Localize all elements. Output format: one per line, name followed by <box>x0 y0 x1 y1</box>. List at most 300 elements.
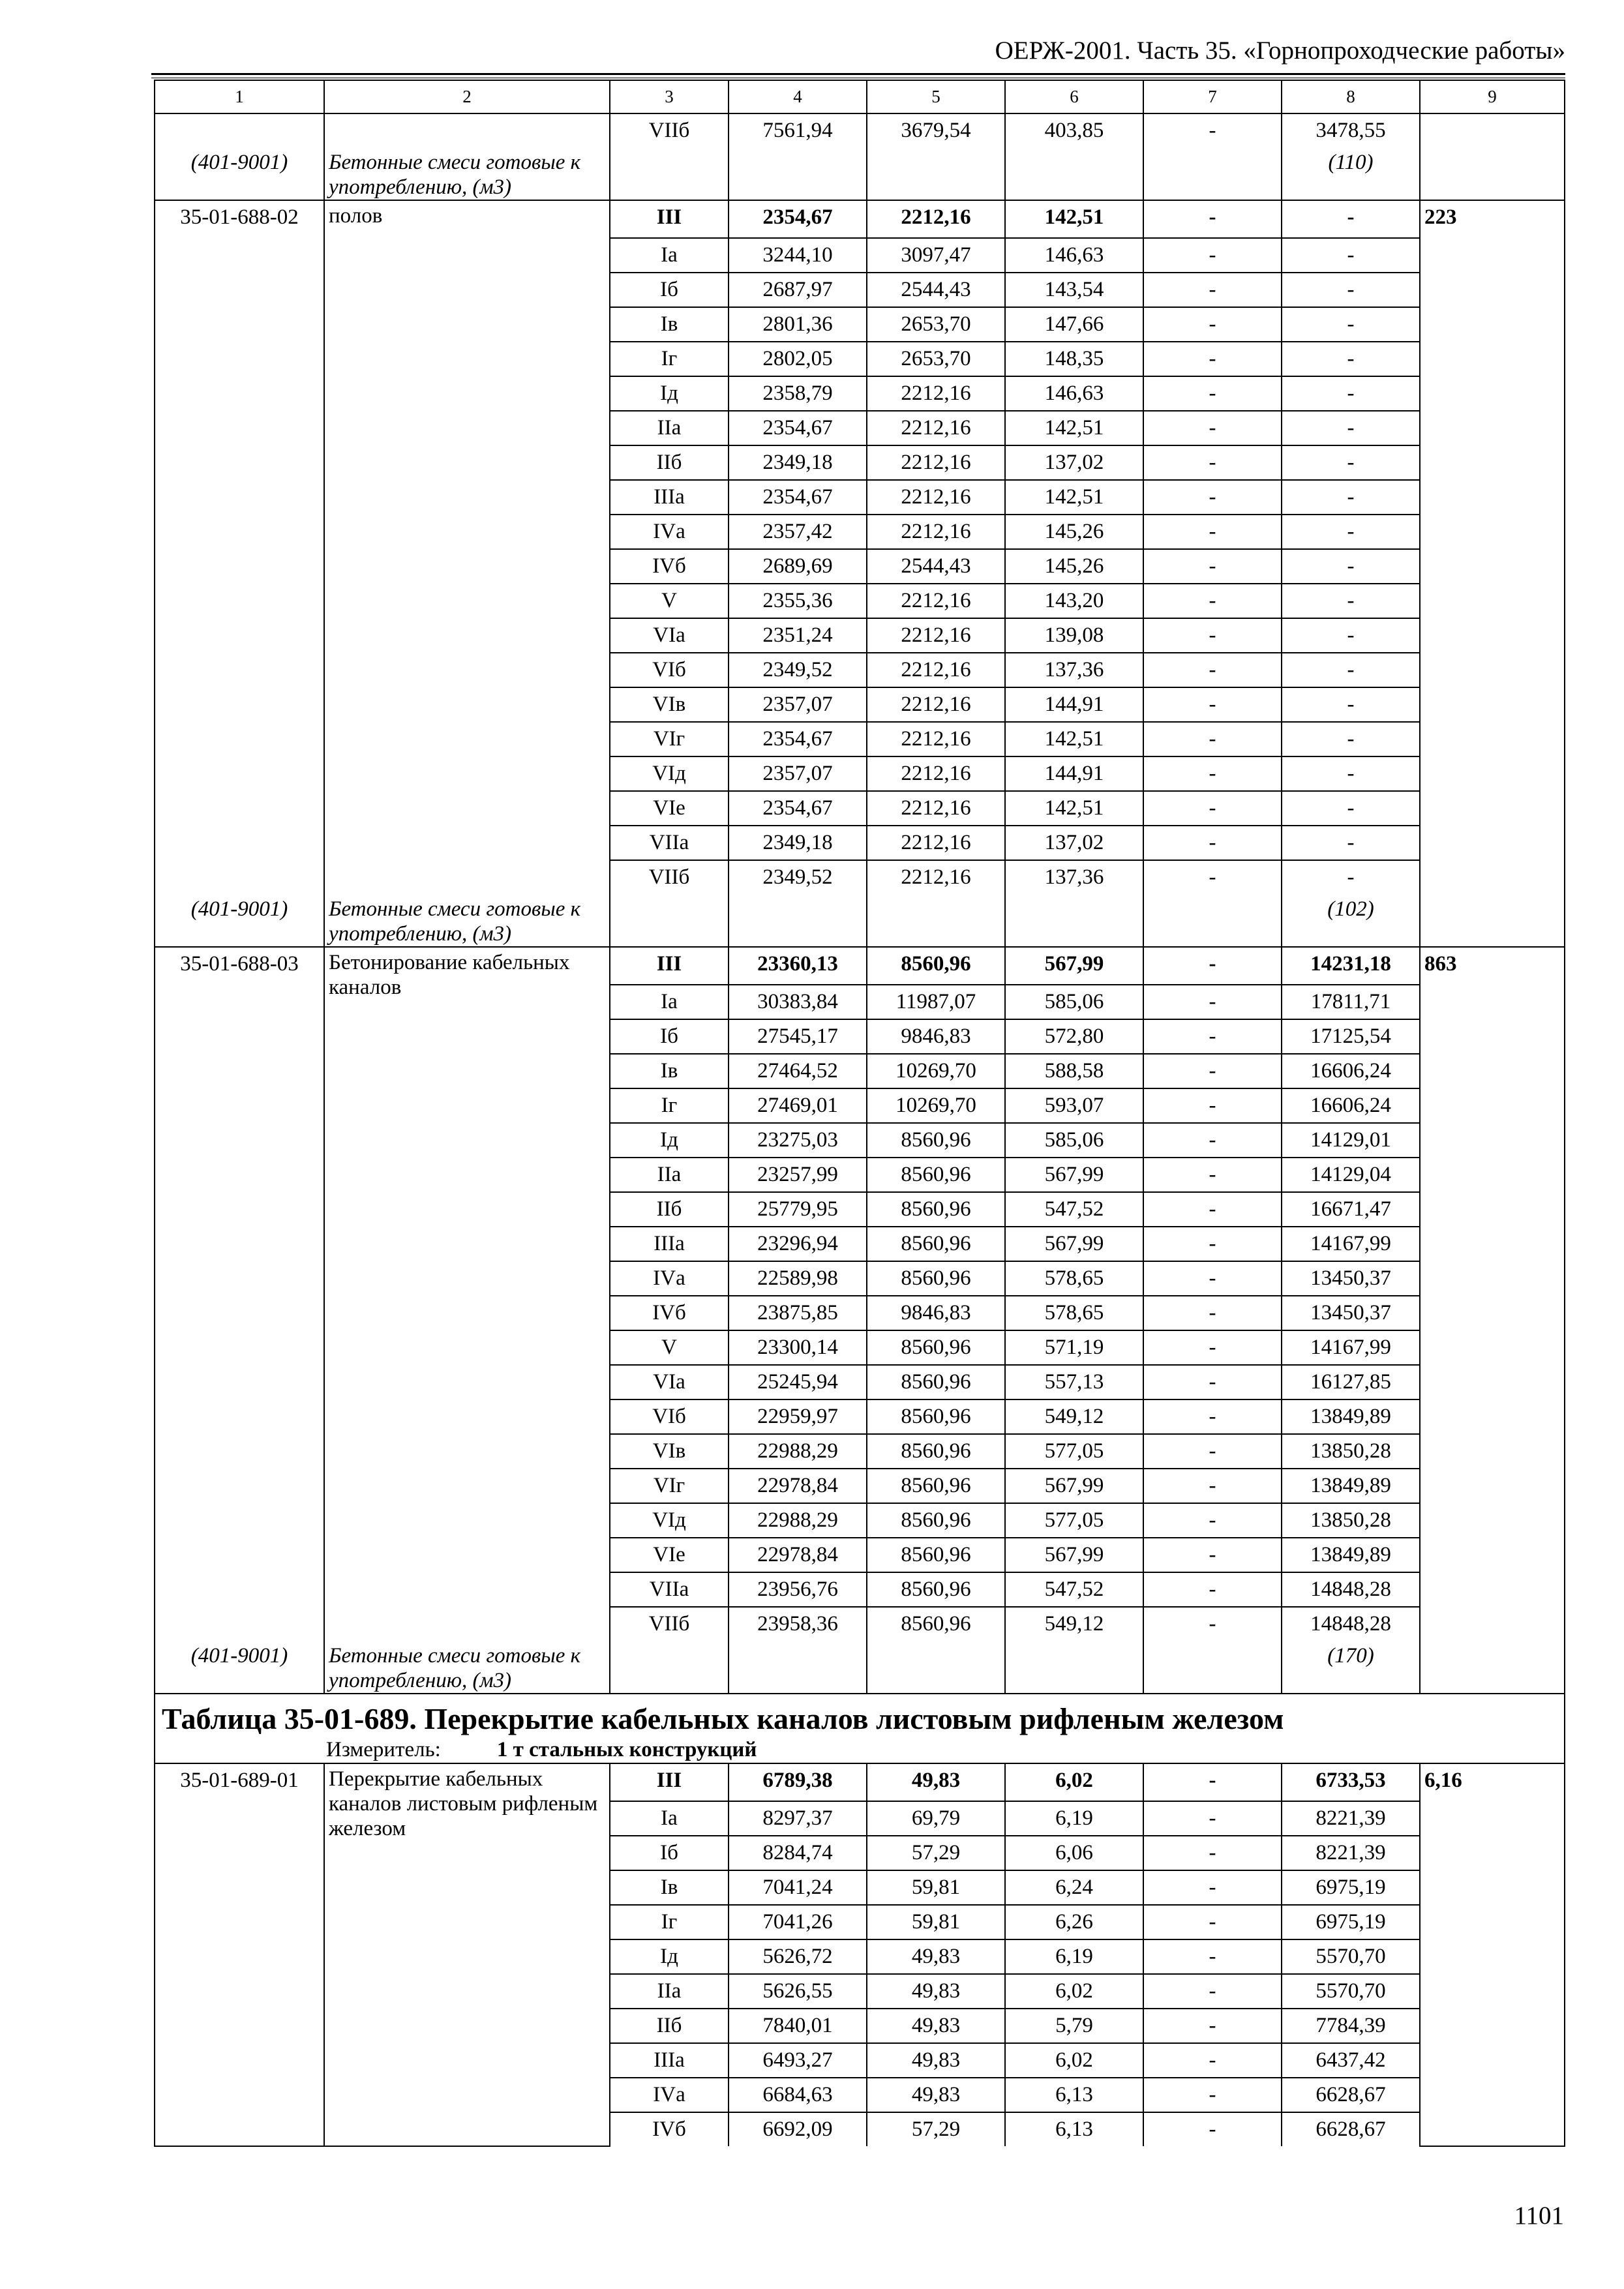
empty-cell <box>324 687 610 722</box>
empty-cell <box>155 1801 324 1836</box>
labor-wages: 11987,07 <box>867 985 1005 1019</box>
price-zone: Iд <box>610 1939 729 1974</box>
labor-wages: 2212,16 <box>867 687 1005 722</box>
machine-cost: 137,36 <box>1005 860 1143 894</box>
machine-cost: 144,91 <box>1005 687 1143 722</box>
empty-cell <box>324 1019 610 1054</box>
rate-zone-row <box>155 113 1565 147</box>
machinist-wages: - <box>1143 1365 1282 1399</box>
materials-cost: 6975,19 <box>1282 1870 1420 1905</box>
rate-zone-row <box>155 411 1565 445</box>
machinist-wages: - <box>1143 618 1282 653</box>
empty-cell <box>324 860 610 894</box>
direct-cost: 2687,97 <box>729 273 867 307</box>
materials-cost: - <box>1282 756 1420 791</box>
machinist-wages: - <box>1143 1399 1282 1434</box>
empty-cell <box>1420 1123 1565 1158</box>
price-zone: IIа <box>610 411 729 445</box>
empty-cell <box>155 985 324 1019</box>
rate-name-text: Бетонирование кабельных каналов <box>329 951 570 999</box>
machine-cost: 142,51 <box>1005 480 1143 515</box>
empty-cell <box>1420 826 1565 860</box>
machine-cost: 146,63 <box>1005 376 1143 411</box>
empty-cell <box>155 238 324 273</box>
empty-cell <box>1420 756 1565 791</box>
rate-zone-row <box>155 1123 1565 1158</box>
machinist-wages: - <box>1143 947 1282 985</box>
empty-cell <box>324 1469 610 1503</box>
column-number: 9 <box>1420 80 1565 113</box>
empty-cell <box>1420 113 1565 147</box>
machine-cost: 567,99 <box>1005 1538 1143 1572</box>
machinist-wages: - <box>1143 2043 1282 2078</box>
price-zone: IVа <box>610 1261 729 1296</box>
rate-zone-row <box>155 1939 1565 1974</box>
price-zone: Iб <box>610 1836 729 1870</box>
empty-cell <box>867 147 1005 200</box>
materials-cost: 7784,39 <box>1282 2009 1420 2043</box>
machinist-wages: - <box>1143 584 1282 618</box>
empty-cell <box>610 147 729 200</box>
material-name: Бетонные смеси готовые к употреблению, (м3) <box>324 894 610 947</box>
empty-cell <box>729 1641 867 1694</box>
direct-cost: 2354,67 <box>729 722 867 756</box>
direct-cost: 2357,07 <box>729 687 867 722</box>
empty-cell <box>324 342 610 376</box>
labor-wages: 49,83 <box>867 1763 1005 1801</box>
labor-wages: 8560,96 <box>867 1434 1005 1469</box>
machinist-wages: - <box>1143 826 1282 860</box>
empty-cell <box>324 113 610 147</box>
rate-zone-row <box>155 584 1565 618</box>
labor-wages: 2212,16 <box>867 826 1005 860</box>
empty-cell <box>155 1503 324 1538</box>
machine-cost: 137,02 <box>1005 445 1143 480</box>
rate-zone-row <box>155 2043 1565 2078</box>
rate-zone-row <box>155 1019 1565 1054</box>
price-zone: VIе <box>610 1538 729 1572</box>
empty-cell <box>324 1503 610 1538</box>
price-zone: IIIа <box>610 480 729 515</box>
rate-name <box>324 200 610 238</box>
machinist-wages: - <box>1143 1054 1282 1088</box>
machinist-wages: - <box>1143 1905 1282 1939</box>
material-name: Бетонные смеси готовые к употреблению, (м3) <box>324 147 610 200</box>
machine-cost: 146,63 <box>1005 238 1143 273</box>
rate-code: 35-01-688-02 <box>155 200 324 238</box>
rate-zone-row <box>155 1365 1565 1399</box>
machinist-wages: - <box>1143 1088 1282 1123</box>
rate-zone-row <box>155 756 1565 791</box>
rate-name <box>324 1763 610 1841</box>
rate-zone-row <box>155 860 1565 894</box>
machinist-wages: - <box>1143 1019 1282 1054</box>
labor-wages: 2212,16 <box>867 618 1005 653</box>
machinist-wages: - <box>1143 113 1282 147</box>
price-zone: VIIб <box>610 1607 729 1641</box>
empty-cell <box>1420 2078 1565 2112</box>
machine-cost: 557,13 <box>1005 1365 1143 1399</box>
machine-cost: 585,06 <box>1005 1123 1143 1158</box>
rate-zone-row <box>155 1572 1565 1607</box>
direct-cost: 23257,99 <box>729 1158 867 1192</box>
machinist-wages: - <box>1143 722 1282 756</box>
column-number: 8 <box>1282 80 1420 113</box>
direct-cost: 27469,01 <box>729 1088 867 1123</box>
machine-cost: 142,51 <box>1005 791 1143 826</box>
empty-cell <box>1420 2009 1565 2043</box>
labor-wages: 8560,96 <box>867 1227 1005 1261</box>
materials-cost: - <box>1282 653 1420 687</box>
direct-cost: 6789,38 <box>729 1763 867 1801</box>
labor-hours: 863 <box>1420 947 1565 985</box>
labor-wages: 8560,96 <box>867 1607 1005 1641</box>
machinist-wages: - <box>1143 1434 1282 1469</box>
empty-cell <box>1420 1261 1565 1296</box>
table-title-row <box>155 1694 1565 1737</box>
direct-cost: 22988,29 <box>729 1434 867 1469</box>
empty-cell <box>155 342 324 376</box>
price-zone: IIб <box>610 1192 729 1227</box>
rate-zone-row <box>155 376 1565 411</box>
empty-cell <box>324 722 610 756</box>
labor-wages: 57,29 <box>867 1836 1005 1870</box>
empty-cell <box>1420 653 1565 687</box>
machinist-wages: - <box>1143 860 1282 894</box>
empty-cell <box>324 1158 610 1192</box>
empty-cell <box>324 618 610 653</box>
price-zone: Iа <box>610 238 729 273</box>
labor-wages: 10269,70 <box>867 1054 1005 1088</box>
machinist-wages: - <box>1143 1158 1282 1192</box>
rate-zone-row <box>155 307 1565 342</box>
machinist-wages: - <box>1143 1192 1282 1227</box>
machine-cost: 139,08 <box>1005 618 1143 653</box>
machinist-wages: - <box>1143 1261 1282 1296</box>
materials-cost: 14848,28 <box>1282 1607 1420 1641</box>
empty-cell <box>155 1607 324 1641</box>
empty-cell <box>155 411 324 445</box>
empty-cell <box>155 1434 324 1469</box>
price-zone: VIе <box>610 791 729 826</box>
material-code: (401-9001) <box>155 894 324 947</box>
direct-cost: 2357,42 <box>729 515 867 549</box>
empty-cell <box>1420 1296 1565 1330</box>
machinist-wages: - <box>1143 1538 1282 1572</box>
empty-cell <box>1420 860 1565 894</box>
price-zone: VIд <box>610 1503 729 1538</box>
machine-cost: 143,54 <box>1005 273 1143 307</box>
column-number: 7 <box>1143 80 1282 113</box>
rate-base-row <box>155 200 1565 238</box>
machinist-wages: - <box>1143 307 1282 342</box>
machinist-wages: - <box>1143 200 1282 238</box>
column-number: 6 <box>1005 80 1143 113</box>
empty-cell <box>1420 307 1565 342</box>
empty-cell <box>155 1365 324 1399</box>
empty-cell <box>1005 147 1143 200</box>
machinist-wages: - <box>1143 411 1282 445</box>
price-zone: Iд <box>610 1123 729 1158</box>
empty-cell <box>324 376 610 411</box>
material-quantity: (110) <box>1282 147 1420 200</box>
direct-cost: 22978,84 <box>729 1538 867 1572</box>
rate-zone-row <box>155 273 1565 307</box>
price-zone: VIIб <box>610 860 729 894</box>
materials-cost: 13849,89 <box>1282 1399 1420 1434</box>
empty-cell <box>155 2043 324 2078</box>
labor-wages: 2212,16 <box>867 860 1005 894</box>
direct-cost: 22978,84 <box>729 1469 867 1503</box>
empty-cell <box>155 1296 324 1330</box>
empty-cell <box>1143 1641 1282 1694</box>
empty-cell <box>1420 722 1565 756</box>
machinist-wages: - <box>1143 1836 1282 1870</box>
empty-cell <box>324 1054 610 1088</box>
rate-zone-row <box>155 1088 1565 1123</box>
materials-cost: - <box>1282 549 1420 584</box>
empty-cell <box>610 894 729 947</box>
empty-cell <box>1420 342 1565 376</box>
rate-zone-row <box>155 1192 1565 1227</box>
machine-cost: 567,99 <box>1005 1158 1143 1192</box>
material-row <box>155 147 1565 200</box>
labor-wages: 8560,96 <box>867 1365 1005 1399</box>
labor-wages: 2212,16 <box>867 584 1005 618</box>
empty-cell <box>324 791 610 826</box>
materials-cost: 5570,70 <box>1282 1939 1420 1974</box>
direct-cost: 7041,26 <box>729 1905 867 1939</box>
empty-cell <box>324 2009 610 2043</box>
machine-cost: 148,35 <box>1005 342 1143 376</box>
empty-cell <box>324 1330 610 1365</box>
empty-cell <box>729 894 867 947</box>
empty-cell <box>1005 1641 1143 1694</box>
rate-zone-row <box>155 826 1565 860</box>
empty-cell <box>1420 2043 1565 2078</box>
labor-hours: 6,16 <box>1420 1763 1565 1801</box>
machine-cost: 549,12 <box>1005 1399 1143 1434</box>
machinist-wages: - <box>1143 2078 1282 2112</box>
empty-cell <box>1420 238 1565 273</box>
empty-cell <box>324 1538 610 1572</box>
material-code: (401-9001) <box>155 1641 324 1694</box>
rate-base-row <box>155 1763 1565 1801</box>
materials-cost: - <box>1282 307 1420 342</box>
machinist-wages: - <box>1143 342 1282 376</box>
price-zone: Iг <box>610 1905 729 1939</box>
empty-cell <box>324 1227 610 1261</box>
labor-wages: 49,83 <box>867 2009 1005 2043</box>
empty-cell <box>155 376 324 411</box>
direct-cost: 23296,94 <box>729 1227 867 1261</box>
materials-cost: 16671,47 <box>1282 1192 1420 1227</box>
empty-cell <box>155 1192 324 1227</box>
empty-cell <box>1420 376 1565 411</box>
price-zone: VIIб <box>610 113 729 147</box>
machinist-wages: - <box>1143 1330 1282 1365</box>
direct-cost: 2802,05 <box>729 342 867 376</box>
machine-cost: 577,05 <box>1005 1503 1143 1538</box>
empty-cell <box>1420 985 1565 1019</box>
machine-cost: 578,65 <box>1005 1261 1143 1296</box>
empty-cell <box>1420 1870 1565 1905</box>
labor-wages: 2212,16 <box>867 480 1005 515</box>
rate-zone-row <box>155 342 1565 376</box>
materials-cost: 13849,89 <box>1282 1469 1420 1503</box>
table-meter-row <box>155 1737 1565 1763</box>
empty-cell <box>1420 480 1565 515</box>
direct-cost: 30383,84 <box>729 985 867 1019</box>
column-number: 1 <box>155 80 324 113</box>
materials-cost: - <box>1282 411 1420 445</box>
machine-cost: 6,13 <box>1005 2112 1143 2146</box>
price-zone: VIIа <box>610 1572 729 1607</box>
price-zone: Iг <box>610 342 729 376</box>
labor-hours: 223 <box>1420 200 1565 238</box>
labor-wages: 2212,16 <box>867 200 1005 238</box>
rate-zone-row <box>155 1296 1565 1330</box>
materials-cost: 13450,37 <box>1282 1296 1420 1330</box>
empty-cell <box>324 1905 610 1939</box>
empty-cell <box>1420 1836 1565 1870</box>
machinist-wages: - <box>1143 445 1282 480</box>
rate-zone-row <box>155 1054 1565 1088</box>
empty-cell <box>155 860 324 894</box>
materials-cost: 13850,28 <box>1282 1434 1420 1469</box>
direct-cost: 25779,95 <box>729 1192 867 1227</box>
materials-cost: 14231,18 <box>1282 947 1420 985</box>
machine-cost: 6,02 <box>1005 2043 1143 2078</box>
price-zone: VIа <box>610 1365 729 1399</box>
direct-cost: 25245,94 <box>729 1365 867 1399</box>
materials-cost: - <box>1282 687 1420 722</box>
machine-cost: 6,06 <box>1005 1836 1143 1870</box>
materials-cost: 14129,01 <box>1282 1123 1420 1158</box>
labor-wages: 9846,83 <box>867 1296 1005 1330</box>
empty-cell <box>155 1538 324 1572</box>
machinist-wages: - <box>1143 2112 1282 2146</box>
price-zone: IIIа <box>610 1227 729 1261</box>
price-zone: VIд <box>610 756 729 791</box>
machine-cost: 6,24 <box>1005 1870 1143 1905</box>
materials-cost: 8221,39 <box>1282 1801 1420 1836</box>
estimate-table-wrapper <box>154 80 1564 2147</box>
price-zone: Iв <box>610 1870 729 1905</box>
header-rule <box>151 73 1565 75</box>
direct-cost: 23958,36 <box>729 1607 867 1641</box>
price-zone: IIб <box>610 2009 729 2043</box>
labor-wages: 59,81 <box>867 1870 1005 1905</box>
price-zone: VIг <box>610 1469 729 1503</box>
materials-cost: - <box>1282 791 1420 826</box>
empty-cell <box>155 1905 324 1939</box>
empty-cell <box>1420 1974 1565 2009</box>
empty-cell <box>324 1572 610 1607</box>
rate-zone-row <box>155 1261 1565 1296</box>
machinist-wages: - <box>1143 985 1282 1019</box>
empty-cell <box>155 1399 324 1434</box>
machinist-wages: - <box>1143 480 1282 515</box>
rate-zone-row <box>155 1399 1565 1434</box>
empty-cell <box>1420 1572 1565 1607</box>
rate-zone-row <box>155 1607 1565 1641</box>
empty-cell <box>324 2112 610 2146</box>
materials-cost: - <box>1282 515 1420 549</box>
empty-cell <box>1420 445 1565 480</box>
empty-cell <box>324 756 610 791</box>
price-zone: V <box>610 584 729 618</box>
direct-cost: 5626,55 <box>729 1974 867 2009</box>
price-zone: Iб <box>610 273 729 307</box>
labor-wages: 59,81 <box>867 1905 1005 1939</box>
direct-cost: 27464,52 <box>729 1054 867 1088</box>
materials-cost: 6628,67 <box>1282 2078 1420 2112</box>
machine-cost: 6,26 <box>1005 1905 1143 1939</box>
labor-wages: 8560,96 <box>867 1158 1005 1192</box>
empty-cell <box>729 147 867 200</box>
empty-cell <box>155 791 324 826</box>
empty-cell <box>610 1641 729 1694</box>
rate-zone-row <box>155 1469 1565 1503</box>
labor-wages: 9846,83 <box>867 1019 1005 1054</box>
rate-zone-row <box>155 1974 1565 2009</box>
machinist-wages: - <box>1143 756 1282 791</box>
machine-cost: 588,58 <box>1005 1054 1143 1088</box>
page-number: 1101 <box>1514 2202 1564 2230</box>
direct-cost: 2351,24 <box>729 618 867 653</box>
machinist-wages: - <box>1143 1469 1282 1503</box>
direct-cost: 2801,36 <box>729 307 867 342</box>
empty-cell <box>155 2078 324 2112</box>
labor-wages: 3097,47 <box>867 238 1005 273</box>
materials-cost: - <box>1282 618 1420 653</box>
labor-wages: 2653,70 <box>867 342 1005 376</box>
machinist-wages: - <box>1143 1296 1282 1330</box>
direct-cost: 7041,24 <box>729 1870 867 1905</box>
running-title: ОЕРЖ-2001. Часть 35. «Горнопроходческие работы» <box>995 37 1565 65</box>
empty-cell <box>867 1641 1005 1694</box>
rate-zone-row <box>155 445 1565 480</box>
empty-cell <box>324 480 610 515</box>
rate-zone-row <box>155 549 1565 584</box>
empty-cell <box>1420 1019 1565 1054</box>
empty-cell <box>155 480 324 515</box>
rate-base-row <box>155 947 1565 985</box>
empty-cell <box>155 1261 324 1296</box>
machinist-wages: - <box>1143 238 1282 273</box>
materials-cost: 6733,53 <box>1282 1763 1420 1801</box>
labor-wages: 8560,96 <box>867 1469 1005 1503</box>
materials-cost: 8221,39 <box>1282 1836 1420 1870</box>
labor-wages: 10269,70 <box>867 1088 1005 1123</box>
empty-cell <box>155 1227 324 1261</box>
empty-cell <box>155 2009 324 2043</box>
empty-cell <box>324 1607 610 1641</box>
labor-wages: 69,79 <box>867 1801 1005 1836</box>
materials-cost: 13849,89 <box>1282 1538 1420 1572</box>
machine-cost: 145,26 <box>1005 515 1143 549</box>
empty-cell <box>1420 1399 1565 1434</box>
empty-cell <box>155 1939 324 1974</box>
empty-cell <box>1420 549 1565 584</box>
labor-wages: 8560,96 <box>867 1572 1005 1607</box>
machinist-wages: - <box>1143 1227 1282 1261</box>
empty-cell <box>324 549 610 584</box>
empty-cell <box>1420 894 1565 947</box>
labor-wages: 8560,96 <box>867 1123 1005 1158</box>
price-zone: Iг <box>610 1088 729 1123</box>
